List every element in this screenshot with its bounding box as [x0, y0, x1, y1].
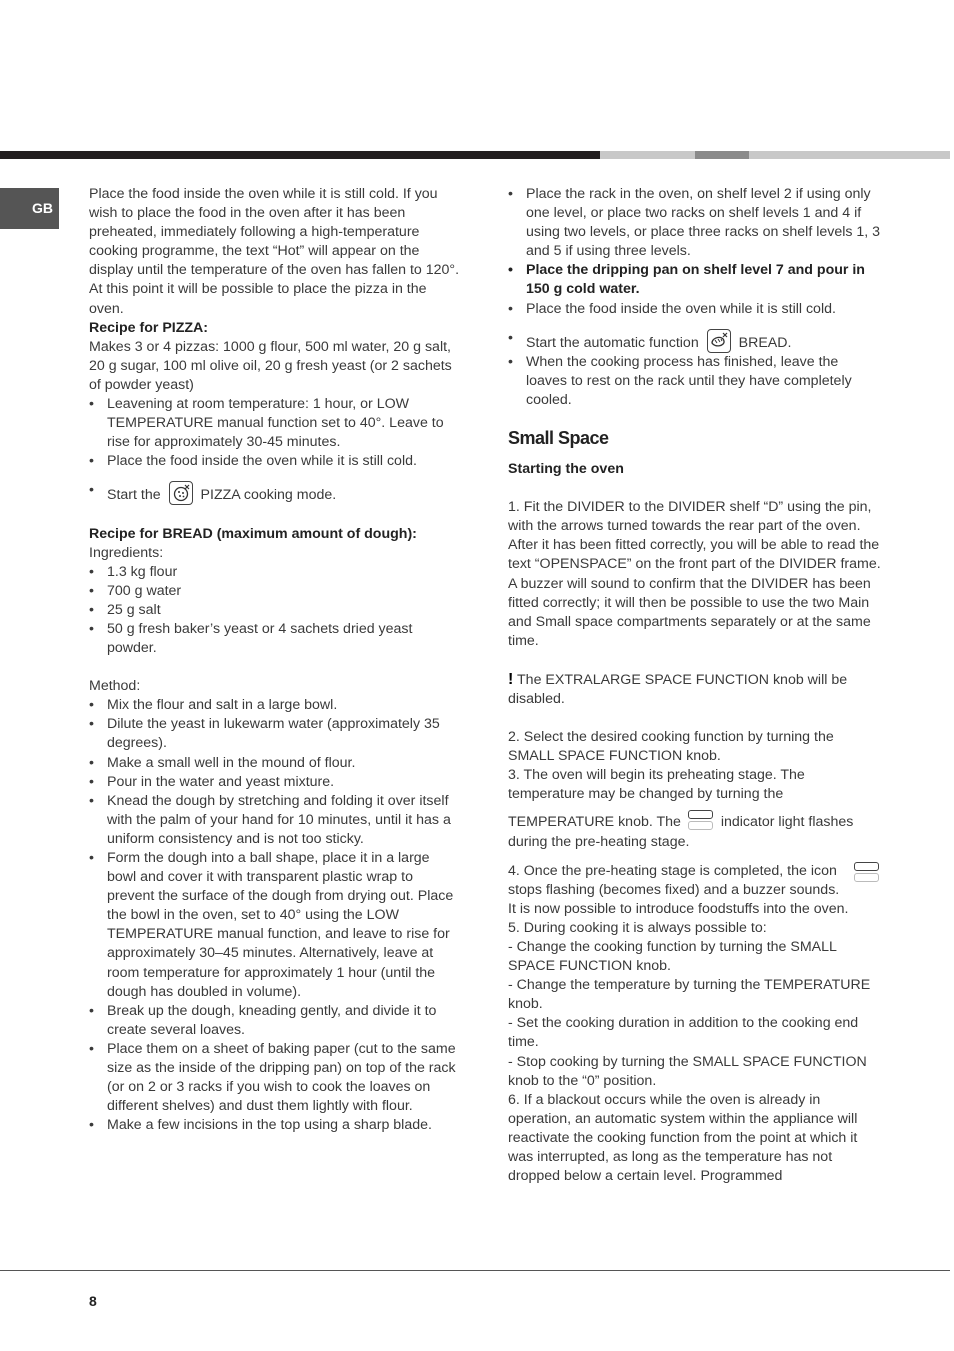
language-tab: GB: [0, 188, 59, 229]
step-5-item: - Change the cooking function by turning the SMALL SPACE FUNCTION knob.: [508, 939, 837, 975]
step-4-paragraph: [508, 862, 882, 919]
right-column: [508, 185, 882, 1186]
header-bar-light: [600, 151, 695, 159]
step-3b: TEMPERATURE knob. The: [508, 814, 681, 831]
warning-paragraph: [508, 670, 882, 709]
header-color-bar: [0, 151, 950, 159]
step-5-item: - Set the cooking duration in addition to the cooking end time.: [508, 1015, 859, 1051]
bread-recipe-title: Recipe for BREAD (maximum amount of dough):: [89, 525, 417, 542]
list-item: • Break up the dough, kneading gently, and divide it to create several loaves.: [89, 1002, 461, 1040]
pizza-start-item: [89, 481, 461, 505]
step-5-item: - Stop cooking by turning the SMALL SPACE FUNCTION knob to the “0” position.: [508, 1053, 867, 1089]
list-item: • 25 g salt: [89, 601, 461, 620]
step-5-item: - Change the temperature by turning the TEMPERATURE knob.: [508, 977, 871, 1013]
list-item: • Place the rack in the oven, on shelf level 2 if using only one level, or place two racks on shelf levels 1 and 4 if using two levels, or place three racks on shelf levels 1, 3 and 5 if using three levels.: [508, 185, 882, 261]
header-bar-light-end: [749, 151, 950, 159]
list-item: • Place the food inside the oven while it is still cold.: [508, 300, 882, 319]
pizza-mode-icon: [169, 481, 193, 505]
pizza-start-before: Start the: [107, 487, 161, 504]
bread-start-after: BREAD.: [738, 334, 792, 351]
bread-start-item: [508, 329, 882, 353]
subsection-title: Starting the oven: [508, 461, 624, 478]
list-item: • When the cooking process has finished, leave the loaves to rest on the rack until they have completely cooled.: [508, 353, 882, 410]
step-3a: 3. The oven will begin its preheating stage. The temperature may be changed by turning the: [508, 767, 805, 803]
step-6: 6. If a blackout occurs while the oven is already in operation, an automatic system within the appliance will reactivate the cooking function from the point at which it was interrupted, as long as the temperature has not dropped below a certain level. Programmed: [508, 1091, 858, 1185]
list-item: • Make a few incisions in the top using a sharp blade.: [89, 1116, 461, 1135]
list-item: • 1.3 kg flour: [89, 563, 461, 582]
indicator-light-icon: [688, 810, 714, 832]
bread-placement-list: [508, 185, 882, 319]
list-item: • Place the dripping pan on shelf level 7 and pour in 150 g cold water.: [508, 261, 882, 299]
list-item: • Make a small well in the mound of flour.: [89, 754, 461, 773]
ingredients-label: Ingredients:: [89, 544, 164, 561]
pizza-steps-list: [89, 395, 461, 471]
step-1: 1. Fit the DIVIDER to the DIVIDER shelf “D” using the pin, with the arrows turned towards the rear part of the oven. After it has been fitted correctly, you will be able to read the text “OPENSPACE” on the front part of the DIVIDER frame. A buzzer will sound to confirm that the DIVIDER has been fitted correctly; it will then be possible to use the two Main and Small space compartments separately or at the same time.: [508, 499, 881, 649]
method-list: [89, 696, 461, 1135]
list-item: • Mix the flour and salt in a large bowl.: [89, 696, 461, 715]
step-3-paragraph: [508, 810, 882, 851]
bread-start-list: [508, 329, 882, 410]
list-item: • Place the food inside the oven while it is still cold.: [89, 452, 461, 471]
list-item: • Knead the dough by stretching and folding it over itself with the palm of your hand for 10 minutes, until it has a uniform consistency and is not too sticky.: [89, 792, 461, 849]
list-item: • Pour in the water and yeast mixture.: [89, 773, 461, 792]
left-column: [89, 185, 461, 1135]
page-number: 8: [89, 1293, 97, 1309]
ingredients-list: [89, 563, 461, 658]
pizza-start-after: PIZZA cooking mode.: [200, 487, 337, 504]
warning-text: The EXTRALARGE SPACE FUNCTION knob will be disabled.: [508, 671, 848, 707]
step-4: 4. Once the pre-heating stage is completed, the icon stops flashing (becomes fixed) and a buzzer sounds. It is now possible to introduce foodstuffs into the oven.: [508, 862, 849, 917]
bread-function-icon: [707, 329, 731, 353]
header-bar-mid: [695, 151, 749, 159]
list-item: • 700 g water: [89, 582, 461, 601]
bread-start-before: Start the automatic function: [526, 334, 699, 351]
list-item: • Place them on a sheet of baking paper (cut to the same size as the inside of the dripping pan) on top of the rack (or on 2 or 3 racks if you wish to cook the loaves on different shelves) and dust them lightly with flour.: [89, 1040, 461, 1116]
list-item: • Form the dough into a ball shape, place it in a large bowl and cover it with transparent plastic wrap to prevent the surface of the dough from drying out. Place the bowl in the oven, set to 40° using the LOW TEMPERATURE manual function, and leave to rise for approximately 30–45 minutes. Alternatively, leave at room temperature for approximately 1 hour (until the dough has doubled in volume).: [89, 849, 461, 1002]
warning-icon: !: [508, 670, 514, 688]
list-item: • Dilute the yeast in lukewarm water (approximately 35 degrees).: [89, 715, 461, 753]
pizza-ingredients: Makes 3 or 4 pizzas: 1000 g flour, 500 ml water, 20 g salt, 20 g sugar, 100 ml olive oil, 20 g fresh yeast (or 2 sachets of powder yeast): [89, 338, 452, 393]
step-5: 5. During cooking it is always possible to:: [508, 919, 767, 936]
pizza-recipe-title: Recipe for PIZZA:: [89, 319, 209, 336]
intro-paragraph: Place the food inside the oven while it is still cold. If you wish to place the food in the oven after it has been preheated, immediately following a high-temperature cooking programme, the text “Hot” will appear on the display until the temperature of the oven has fallen to 120°. At this point it will be possible to place the pizza in the oven.: [89, 186, 460, 317]
list-item: • 50 g fresh baker’s yeast or 4 sachets dried yeast powder.: [89, 620, 461, 658]
step-2: 2. Select the desired cooking function by turning the SMALL SPACE FUNCTION knob.: [508, 729, 834, 765]
header-bar-dark: [0, 151, 600, 159]
step-3c: indicator light flashes during the pre-heating stage.: [508, 814, 854, 850]
pizza-start-list: [89, 481, 461, 505]
list-item: • Leavening at room temperature: 1 hour, or LOW TEMPERATURE manual function set to 40°. Leave to rise for approximately 30-45 minutes.: [89, 395, 461, 452]
method-label: Method:: [89, 678, 141, 695]
section-title: Small Space: [508, 428, 609, 449]
indicator-light-icon-2: [854, 862, 882, 886]
footer-rule: [0, 1270, 950, 1271]
